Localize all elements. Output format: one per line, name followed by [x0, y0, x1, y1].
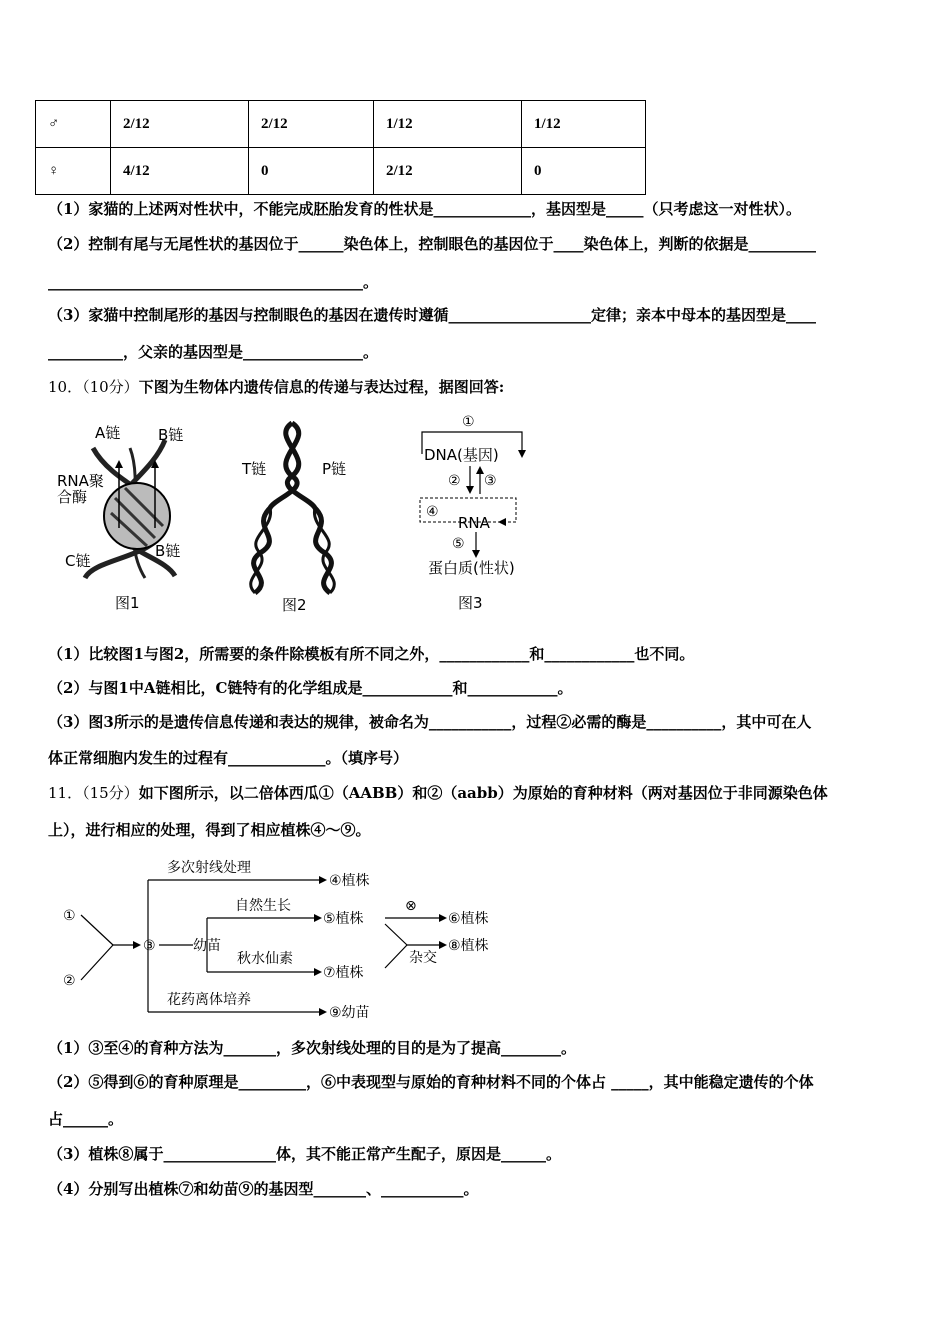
q9-line-1: （1）家猫的上述两对性状中，不能完成胚胎发育的性状是_____________，基因型是_____（只考虑这一对性状）。 — [48, 200, 801, 218]
q11-sub-2b: 占______。 — [48, 1110, 124, 1128]
q11-sub-1: （1）③至④的育种方法为_______，多次射线处理的目的是为了提高________。 — [48, 1039, 576, 1057]
process-3-label: ③ — [484, 473, 497, 489]
table-cell: 4/12 — [111, 148, 249, 195]
label-p-chain: P链 — [322, 460, 347, 478]
q11-sub-4: （4）分别写出植株⑦和幼苗⑨的基因型_______、___________。 — [48, 1180, 479, 1198]
label-rna-polymerase-1: RNA聚 — [57, 472, 104, 490]
plant-6: ⑥植株 — [448, 911, 489, 927]
table-cell: 2/12 — [111, 101, 249, 148]
anther-culture-label: 花药离体培养 — [167, 992, 251, 1008]
colchicine-label: 秋水仙素 — [237, 951, 293, 967]
table-row — [36, 101, 646, 148]
q10-score: （10分） — [82, 378, 139, 396]
plant-5: ⑤植株 — [323, 911, 364, 927]
label-b-chain-bottom: B链 — [155, 542, 181, 560]
rna-label: RNA — [458, 514, 490, 532]
q10-sub-3a: （3）图3所示的是遗传信息传递和表达的规律，被命名为___________，过程②必需的酶是__________，其中可在人 — [48, 713, 812, 731]
figure-3-caption: 图3 — [458, 594, 483, 612]
q10-sub-3b: 体正常细胞内发生的过程有_____________。（填序号） — [48, 749, 409, 767]
label-a-chain: A链 — [95, 424, 121, 442]
q11-score: （15分） — [82, 784, 139, 802]
seedling-9: ⑨幼苗 — [329, 1005, 370, 1021]
plant-4: ④植株 — [329, 873, 370, 889]
material-2: ② — [63, 973, 76, 989]
figure-2-replication — [230, 418, 360, 618]
material-1: ① — [63, 908, 76, 924]
q10-heading — [48, 377, 504, 397]
q10-sub-1: （1）比较图1与图2，所需要的条件除模板有所不同之外，____________和____________也不同。 — [48, 645, 695, 663]
q9-line-2: （2）控制有尾与无尾性状的基因位于______染色体上，控制眼色的基因位于____染色体上，判断的依据是_________ — [48, 235, 816, 253]
natural-growth-label: 自然生长 — [235, 898, 291, 914]
sex-cell: ♀ — [36, 148, 111, 195]
label-t-chain: T链 — [242, 460, 267, 478]
protein-trait-label: 蛋白质(性状) — [428, 559, 515, 577]
table-cell: 2/12 — [374, 148, 522, 195]
q9-line-3: __________________________________________。 — [48, 273, 379, 291]
seedling-label: 幼苗 — [193, 938, 221, 954]
table-cell: 0 — [249, 148, 374, 195]
label-rna-polymerase-2: 合酶 — [57, 488, 88, 506]
process-2-label: ② — [448, 473, 461, 489]
table-cell: 1/12 — [522, 101, 646, 148]
figure-1-transcription — [55, 418, 205, 618]
q9-line-5: __________，父亲的基因型是________________。 — [48, 343, 379, 361]
figure-2-caption: 图2 — [282, 596, 307, 614]
plant-3: ③ — [143, 938, 156, 954]
cross-label: 杂交 — [409, 950, 437, 966]
label-c-chain: C链 — [65, 552, 91, 570]
q11-title-b: 上），进行相应的处理，得到了相应植株④～⑨。 — [48, 821, 371, 839]
table-cell: 2/12 — [249, 101, 374, 148]
label-b-chain-top: B链 — [158, 426, 184, 444]
q11-sub-2a: （2）⑤得到⑥的育种原理是_________，⑥中表现型与原始的育种材料不同的个体占 _____，其中能稳定遗传的个体 — [48, 1073, 814, 1091]
figure-3-central-dogma — [410, 410, 540, 615]
q11-sub-3: （3）植株⑧属于_______________体，其不能正常产生配子，原因是______。 — [48, 1145, 561, 1163]
self-cross-symbol: ⊗ — [405, 898, 417, 914]
table-cell: 0 — [522, 148, 646, 195]
q10-sub-2: （2）与图1中A链相比，C链特有的化学组成是____________和____________。 — [48, 679, 573, 697]
ray-treatment-label: 多次射线处理 — [167, 860, 251, 876]
table-row — [36, 148, 646, 195]
process-5-label: ⑤ — [452, 536, 465, 552]
table-cell: 1/12 — [374, 101, 522, 148]
dna-gene-label: DNA(基因) — [424, 446, 499, 464]
sex-cell: ♂ — [36, 101, 111, 148]
process-1-label: ① — [462, 414, 475, 430]
rna-polymerase-shape — [104, 483, 170, 549]
plant-7: ⑦植株 — [323, 965, 364, 981]
q11-number: 11． — [48, 784, 83, 802]
plant-8: ⑧植株 — [448, 938, 489, 954]
breeding-diagram — [55, 850, 525, 1030]
q9-line-4: （3）家猫中控制尾形的基因与控制眼色的基因在遗传时遵循___________________定律；亲本中母本的基因型是____ — [48, 306, 816, 324]
process-4-label: ④ — [426, 504, 439, 520]
q11-heading — [48, 783, 828, 803]
q10-number: 10． — [48, 378, 83, 396]
offspring-ratio-table — [35, 100, 646, 195]
q10-title: 下图为生物体内遗传信息的传递与表达过程，据图回答: — [138, 378, 505, 396]
q11-title-a: 如下图所示，以二倍体西瓜①（AABB）和②（aabb）为原始的育种材料（两对基因位于非同源染色体 — [138, 784, 828, 802]
figure-1-caption: 图1 — [115, 594, 140, 612]
